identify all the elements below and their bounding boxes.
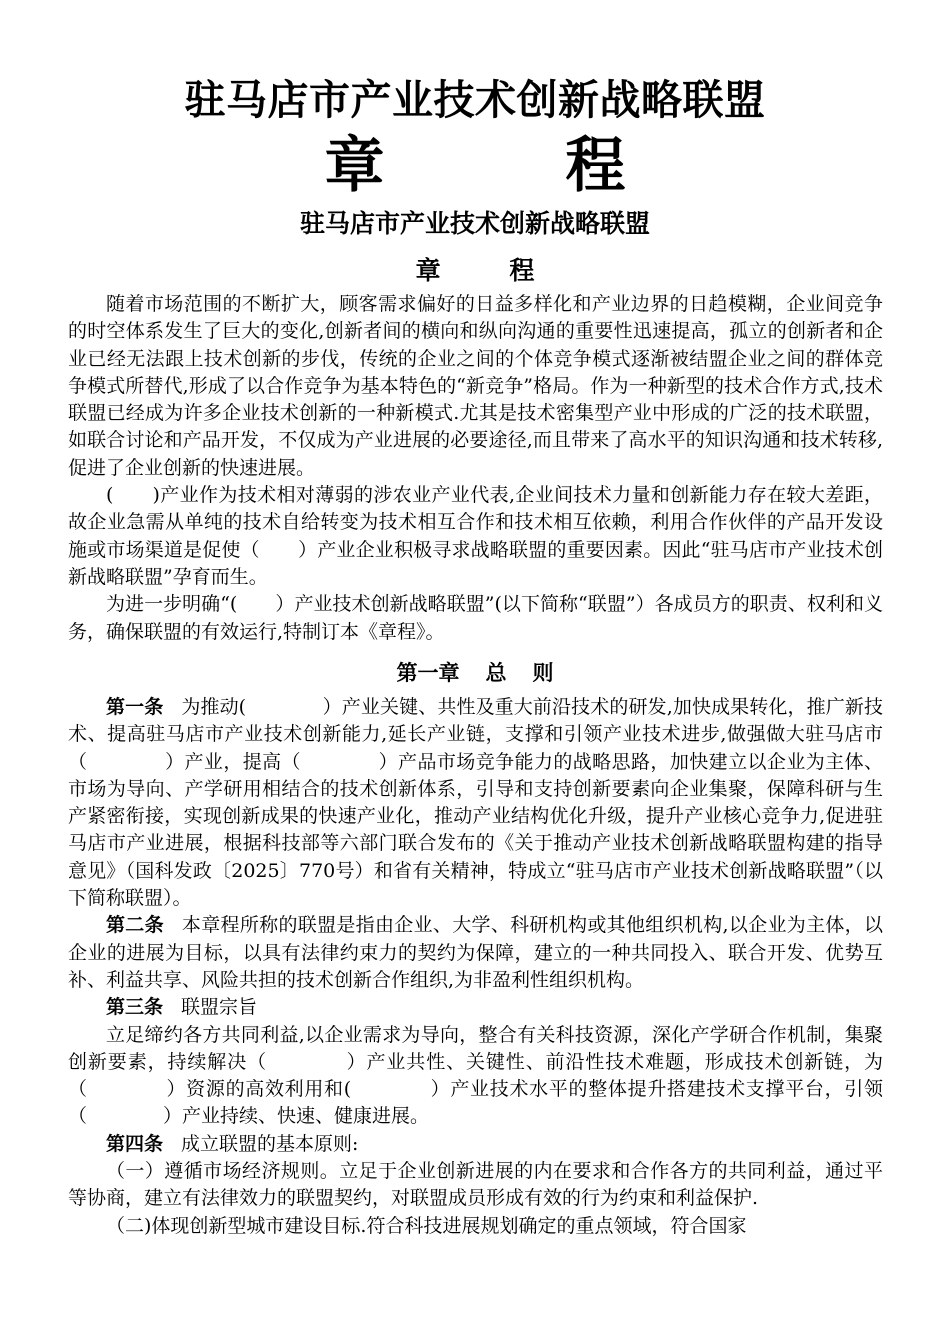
article-text: 为推动( ）产业关键、共性及重大前沿技术的研发,加快成果转化，推广新技术、提高驻马店市产业技术创新能力,延长产业链，支撑和引领产业技术进步,做强做大驻马店市（ ）产业，提高（ ）产品市场竞争能力的战略思路，加快建立以企业为主体、市场为导向、产学研用相结合的技术创新体系，引导和支持创新要素向企业集聚，保障科研与生产紧密衔接，实现创新成果的快速产业化，推动产业结构优化升级，提升产业核心竞争力,促进驻马店市产业进展，根据科技部等六部门联合发布的《关于推动产业技术创新战略联盟构建的指导意见》（国科发政〔2025〕770号）和省有关精神，特成立“驻马店市产业技术创新战略联盟”（以下简称联盟）。 [68, 696, 883, 910]
article-label: 第四条 [106, 1132, 164, 1155]
chapter-title-part2: 则 [532, 661, 554, 685]
article-4 [68, 1131, 883, 1158]
article-4-item-2 [68, 1213, 883, 1240]
chapter-title-part1: 总 [485, 661, 507, 685]
chapter-number: 第一章 [396, 661, 460, 685]
article-label: 第三条 [106, 996, 164, 1019]
article-text: 联盟宗旨 [181, 996, 258, 1019]
document-subtitle-charter: 章 程 [415, 256, 565, 285]
article-label: 第一条 [106, 696, 164, 718]
preamble-paragraph-2: ( )产业作为技术相对薄弱的涉农业产业代表,企业间技术力量和创新能力存在较大差距，故企业急需从单纯的技术自给转变为技术相互合作和技术相互依赖，利用合作伙伴的产品开发设施或市场渠道是促使（ ）产业企业积极寻求战略联盟的重要因素。因此“驻马店市产业技术创新战略联盟”孕育而生。 [68, 484, 883, 588]
preamble-paragraph-3: 为进一步明确“( ）产业技术创新战略联盟”(以下简称“联盟”）各成员方的职责、权利和义务，确保联盟的有效运行,特制订本《章程》。 [68, 593, 883, 643]
article-3-body [68, 1022, 883, 1131]
article-1 [68, 694, 883, 912]
preamble-paragraph-1: 随着市场范围的不断扩大，顾客需求偏好的日益多样化和产业边界的日趋模糊，企业间竞争的时空体系发生了巨大的变化,创新者间的横向和纵向沟通的重要性迅速提高，孤立的创新者和企业已经无法跟上技术创新的步伐，传统的企业之间的个体竞争模式逐渐被结盟企业之间的群体竞争模式所替代,形成了以合作竞争为基本特色的“新竞争”格局。作为一种新型的技术合作方式,技术联盟已经成为许多企业技术创新的一种新模式.尤其是技术密集型产业中形成的广泛的技术联盟，如联合讨论和产品开发，不仅成为产业进展的必要途径,而且带来了高水平的知识沟通和技术转移,促进了企业创新的快速进展。 [68, 293, 883, 479]
article-text: 本章程所称的联盟是指由企业、大学、科研机构或其他组织机构,以企业为主体，以企业的进展为目标，以具有法律约束力的契约为保障，建立的一种共同投入、联合开发、优势互补、利益共享、风险共担的技术创新合作组织,为非盈利性组织机构。 [68, 914, 883, 991]
article-text: （一）遵循市场经济规则。立足于企业创新进展的内在要求和合作各方的共同利益，通过平等协商，建立有法律效力的联盟契约，对联盟成员形成有效的行为约束和利益保护. [68, 1160, 883, 1210]
article-label: 第二条 [106, 914, 164, 937]
article-3 [68, 994, 883, 1021]
document-subtitle: 驻马店市产业技术创新战略联盟 [299, 209, 650, 238]
preamble [68, 291, 883, 646]
chapter-heading [0, 656, 950, 690]
article-text: 立足缔约各方共同利益,以企业需求为导向，整合有关科技资源，深化产学研合作机制，集聚创新要素，持续解决（ ）产业共性、关键性、前沿性技术难题，形成技术创新链，为（ ）资源的高效利用和( ）产业技术水平的整体提升搭建技术支撑平台，引领（ ）产业持续、快速、健康进展。 [68, 1023, 883, 1128]
chapter-body [68, 694, 883, 1240]
document-title: 驻马店市产业技术创新战略联盟 [184, 76, 766, 124]
document-charter-heading: 章 程 [324, 131, 706, 201]
article-2 [68, 912, 883, 994]
article-text: （二)体现创新型城市建设目标.符合科技进展规划确定的重点领域，符合国家 [106, 1214, 747, 1237]
article-4-item-1 [68, 1158, 883, 1213]
article-text: 成立联盟的基本原则: [181, 1132, 359, 1155]
